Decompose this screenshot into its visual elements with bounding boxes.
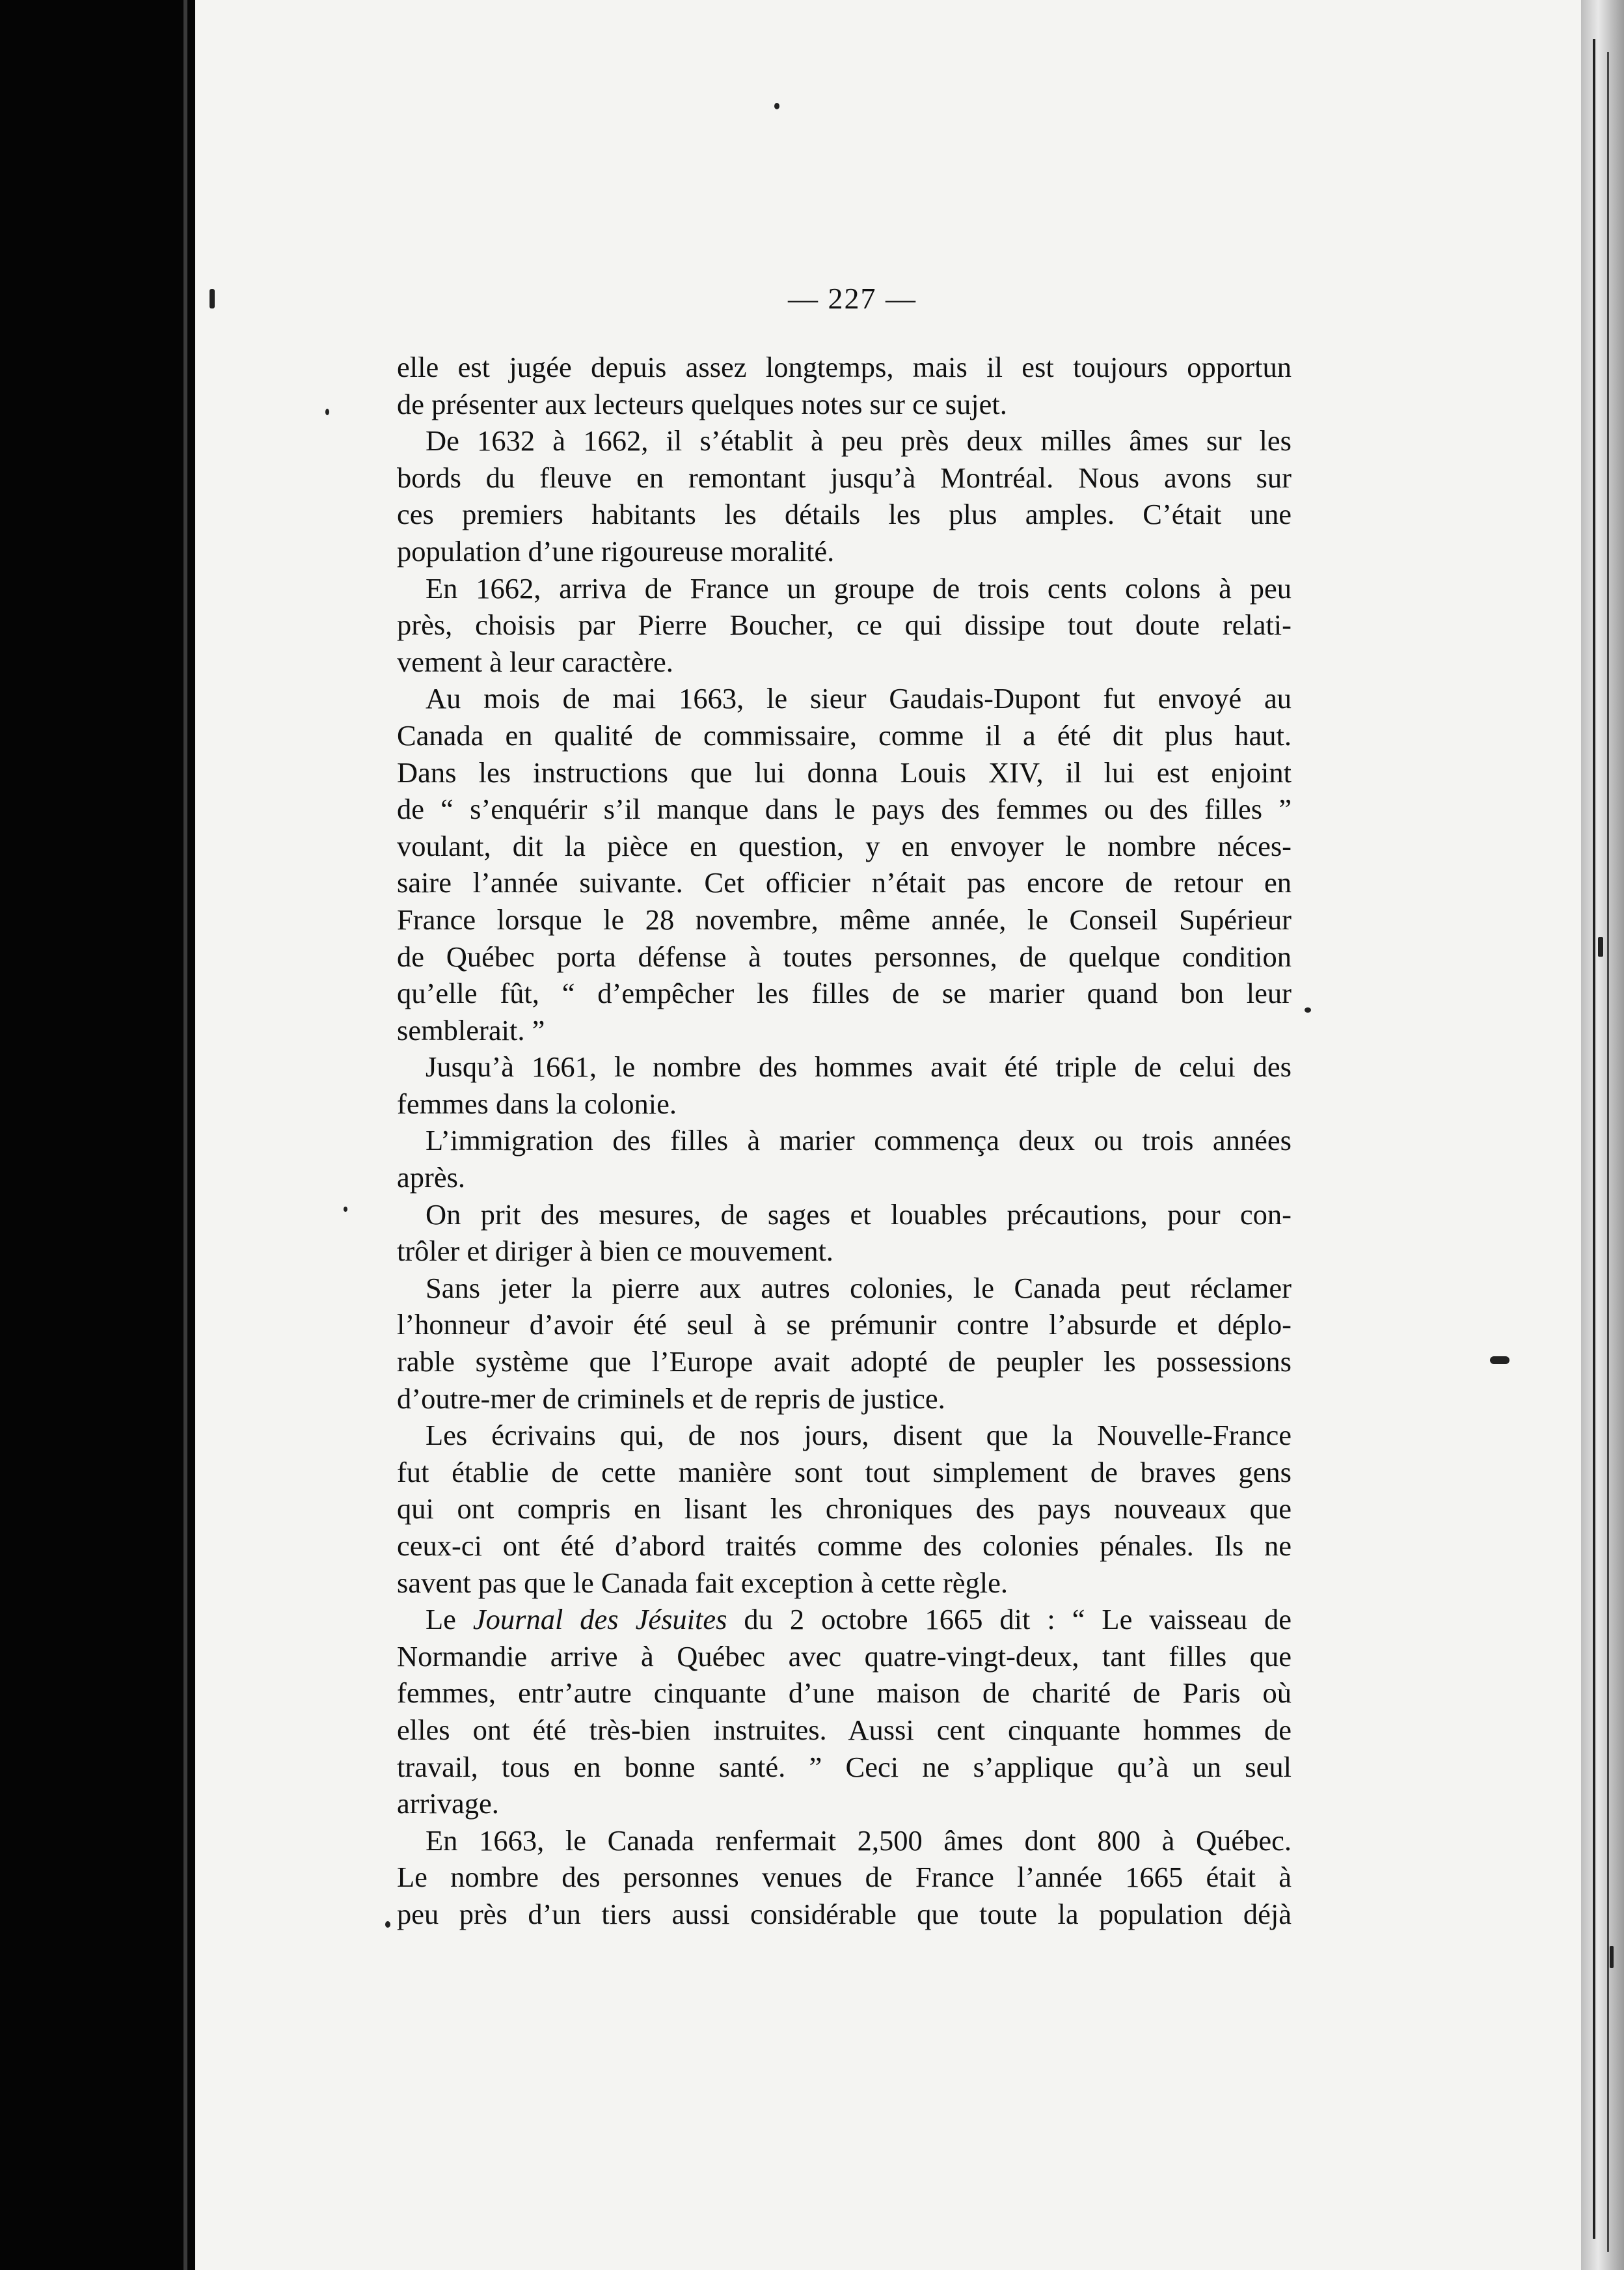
text-line: ces premiers habitants les détails les plus amples. C’était une <box>397 498 1292 531</box>
text-line: elles ont été très-bien instruites. Aussi cent cinquante hommes de <box>397 1713 1292 1746</box>
scan-speck <box>344 1207 347 1212</box>
page-number: — 227 — <box>788 282 917 315</box>
page-edge-shadow <box>1581 0 1624 2270</box>
text-line: En 1663, le Canada renfermait 2,500 âmes dont 800 à Québec. <box>426 1824 1292 1857</box>
text-line: voulant, dit la pièce en question, y en envoyer le nombre néces- <box>397 829 1292 862</box>
text-line: savent pas que le Canada fait exception à cette règle. <box>397 1566 1008 1599</box>
text-line: France lorsque le 28 novembre, même année, le Conseil Supérieur <box>397 903 1292 936</box>
text-line: bords du fleuve en remontant jusqu’à Montréal. Nous avons sur <box>397 461 1292 494</box>
text-line: femmes, entr’autre cinquante d’une maison de charité de Paris où <box>397 1676 1292 1710</box>
text-line: Les écrivains qui, de nos jours, disent que la Nouvelle-France <box>426 1419 1292 1452</box>
scan-speck <box>774 103 779 109</box>
text-line: de Québec porta défense à toutes personnes, de quelque condition <box>397 940 1292 973</box>
page-edge-line-secondary <box>1607 52 1609 2252</box>
text-line: Canada en qualité de commissaire, comme il a été dit plus haut. <box>397 718 1292 752</box>
scan-speck <box>210 289 215 308</box>
text-line: fut établie de cette manière sont tout simplement de braves gens <box>397 1455 1292 1488</box>
text-line: rable système que l’Europe avait adopté de peupler les possessions <box>397 1345 1292 1378</box>
text-line: de présenter aux lecteurs quelques notes sur ce sujet. <box>397 387 1007 420</box>
text-line: après. <box>397 1161 466 1194</box>
text-line: travail, tous en bonne santé. ” Ceci ne s’applique qu’à un seul <box>397 1750 1292 1783</box>
text-line: L’immigration des filles à marier commença deux ou trois années <box>426 1124 1292 1157</box>
page-edge-line <box>1593 39 1595 2239</box>
text-line: d’outre-mer de criminels et de repris de justice. <box>397 1382 945 1415</box>
text-line: Normandie arrive à Québec avec quatre-vingt-deux, tant filles que <box>397 1639 1292 1673</box>
body-text <box>397 349 1292 1933</box>
text-line: Jusqu’à 1661, le nombre des hommes avait été triple de celui des <box>426 1050 1292 1084</box>
text-line: population d’une rigoureuse moralité. <box>397 534 835 568</box>
text-line: femmes dans la colonie. <box>397 1087 677 1120</box>
text-line: trôler et diriger à bien ce mouvement. <box>397 1235 833 1268</box>
text-line: Dans les instructions que lui donna Louis XIV, il lui est enjoint <box>397 756 1292 789</box>
text-line: En 1662, arriva de France un groupe de trois cents colons à peu <box>426 571 1292 605</box>
binding-edge <box>0 0 195 2270</box>
text-line: Au mois de mai 1663, le sieur Gaudais-Dupont fut envoyé au <box>426 682 1292 715</box>
text-line: peu près d’un tiers aussi considérable que toute la population déjà <box>397 1897 1292 1930</box>
scan-speck <box>385 1921 390 1928</box>
text-line: qui ont compris en lisant les chroniques des pays nouveaux que <box>397 1492 1292 1525</box>
text-line: Sans jeter la pierre aux autres colonies, le Canada peut réclamer <box>426 1271 1292 1304</box>
text-line: qu’elle fût, “ d’empêcher les filles de se marier quand bon leur <box>397 977 1292 1010</box>
text-line: elle est jugée depuis assez longtemps, mais il est toujours opportun <box>397 351 1292 383</box>
text-line: arrivage. <box>397 1787 499 1820</box>
text-line: l’honneur d’avoir été seul à se prémunir contre l’absurde et déplo- <box>397 1308 1292 1341</box>
text-line: De 1632 à 1662, il s’établit à peu près deux milles âmes sur les <box>426 424 1292 458</box>
text-line: vement à leur caractère. <box>397 645 673 678</box>
scan-speck <box>1490 1356 1509 1364</box>
text-line: ceux-ci ont été d’abord traités comme des colonies pénales. Ils ne <box>397 1529 1292 1562</box>
text-line: Le Journal des Jésuites du 2 octobre 1665 dit : “ Le vaisseau de <box>426 1603 1292 1636</box>
text-line: On prit des mesures, de sages et louables précautions, pour con- <box>426 1197 1292 1231</box>
binding-line <box>183 0 187 2270</box>
text-line: de “ s’enquérir s’il manque dans le pays des femmes ou des filles ” <box>397 793 1292 826</box>
text-line: semblerait. ” <box>397 1013 545 1046</box>
scan-speck <box>1598 937 1603 957</box>
text-line: Le nombre des personnes venues de France l’année 1665 était à <box>397 1861 1292 1894</box>
scan-speck <box>1305 1007 1311 1013</box>
scan-speck <box>1610 1946 1614 1968</box>
text-line: saire l’année suivante. Cet officier n’était pas encore de retour en <box>397 866 1292 899</box>
text-line: près, choisis par Pierre Boucher, ce qui dissipe tout doute relati- <box>397 609 1292 642</box>
scan-speck <box>325 409 329 415</box>
